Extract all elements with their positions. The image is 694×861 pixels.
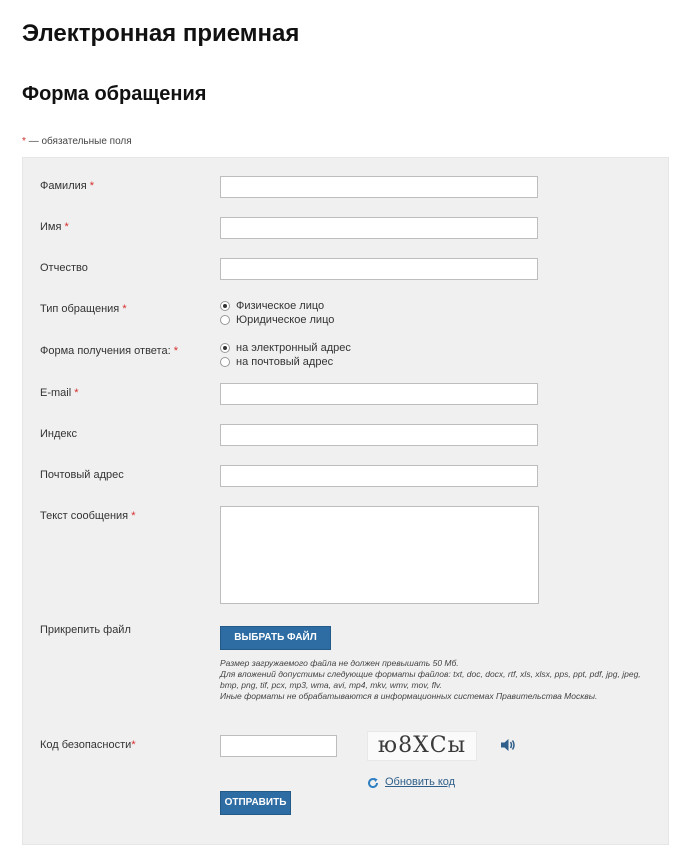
email-input[interactable]	[220, 383, 538, 405]
index-input[interactable]	[220, 424, 538, 446]
surname-input[interactable]	[220, 176, 538, 198]
message-textarea[interactable]	[220, 506, 539, 604]
index-label: Индекс	[40, 428, 77, 440]
name-label: Имя *	[40, 221, 69, 233]
radio-checked[interactable]	[220, 343, 230, 353]
response-form-postal[interactable]: на почтовый адрес	[220, 356, 333, 368]
captcha-image: ю8ХСы	[367, 731, 477, 761]
email-label: E-mail *	[40, 387, 79, 399]
postal-address-label: Почтовый адрес	[40, 469, 124, 481]
choose-file-button[interactable]: ВЫБРАТЬ ФАЙЛ	[220, 626, 331, 650]
radio-unchecked[interactable]	[220, 315, 230, 325]
required-mark: *	[22, 136, 26, 147]
message-label: Текст сообщения *	[40, 510, 136, 522]
attach-label: Прикрепить файл	[40, 624, 131, 636]
refresh-captcha-link[interactable]: Обновить код	[385, 776, 456, 788]
postal-address-input[interactable]	[220, 465, 538, 487]
file-note: Размер загружаемого файла не должен превышать 50 Мб. Для вложений допустимы следующие форматы файлов: txt, doc, docx, rtf, xls, xlsx, pps, ppt, pdf, jpg, jpeg, bmp, png, tif, pcx, mp3, wma, avi, mp4, mkv, wmv, mov, flv. Иные форматы не обрабатываются в информационных системах Правительства Москвы.	[220, 658, 641, 701]
speaker-icon[interactable]	[500, 738, 516, 752]
response-form-email[interactable]: на электронный адрес	[220, 342, 351, 354]
captcha-input[interactable]	[220, 735, 337, 757]
radio-unchecked[interactable]	[220, 357, 230, 367]
captcha-label: Код безопасности*	[40, 739, 136, 751]
appeal-type-legal[interactable]: Юридическое лицо	[220, 314, 334, 326]
refresh-icon[interactable]	[367, 777, 379, 789]
patronymic-label: Отчество	[40, 262, 88, 274]
response-form-label: Форма получения ответа: *	[40, 345, 178, 357]
name-input[interactable]	[220, 217, 538, 239]
page-title: Электронная приемная	[22, 20, 300, 47]
required-note	[22, 136, 132, 147]
appeal-type-label: Тип обращения *	[40, 303, 127, 315]
appeal-type-individual[interactable]: Физическое лицо	[220, 300, 324, 312]
submit-button[interactable]: ОТПРАВИТЬ	[220, 791, 291, 815]
radio-checked[interactable]	[220, 301, 230, 311]
form-title: Форма обращения	[22, 83, 207, 105]
required-note-text: — обязательные поля	[28, 136, 132, 147]
patronymic-input[interactable]	[220, 258, 538, 280]
surname-label: Фамилия *	[40, 180, 95, 192]
